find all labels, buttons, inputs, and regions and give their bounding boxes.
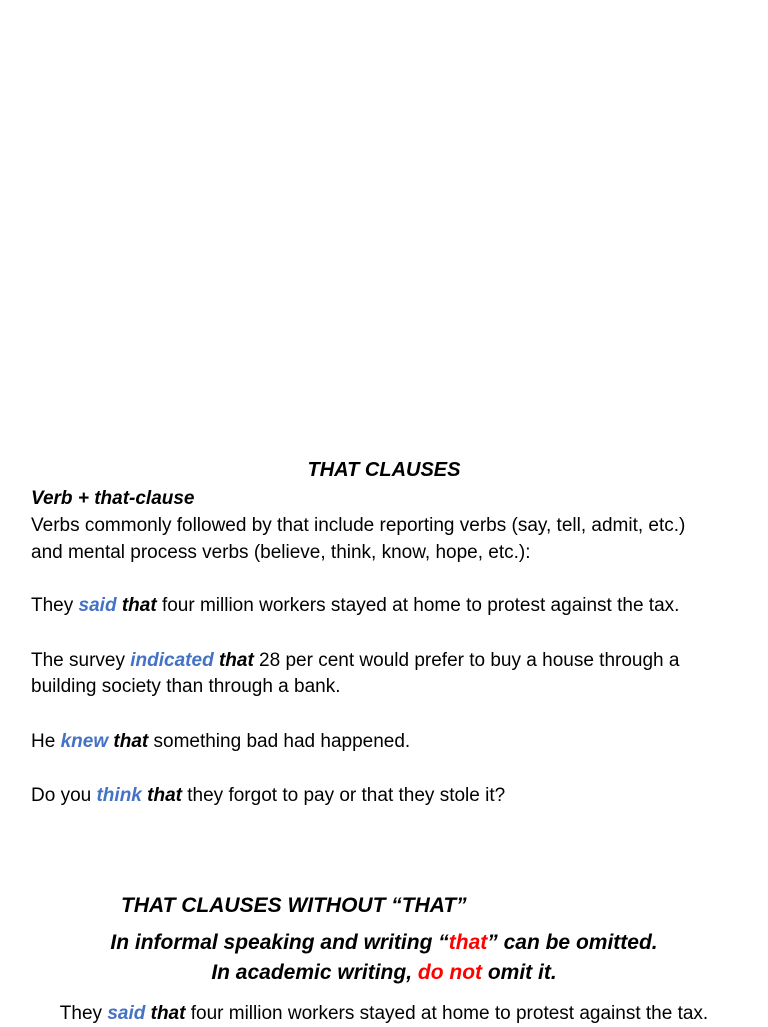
rule-highlight: do not: [417, 961, 483, 984]
rule-pre: In informal speaking and writing “: [110, 931, 449, 954]
example-post: four million workers stayed at home to protest against the tax.: [156, 595, 680, 616]
rule-informal: [0, 930, 768, 956]
example-post: they forgot to pay or that they stole it?: [181, 785, 506, 806]
rule-pre: In academic writing,: [211, 961, 418, 984]
example-sentence: [31, 648, 679, 674]
example-sentence: [31, 783, 505, 809]
page-title: THAT CLAUSES: [307, 459, 461, 481]
example-post: four million workers stayed at home to protest against the tax.: [185, 1003, 709, 1024]
example-post: something bad had happened.: [148, 731, 411, 752]
section-title: THAT CLAUSES WITHOUT “THAT”: [121, 894, 467, 917]
example-verb: knew: [60, 731, 109, 752]
example-pre: He: [31, 731, 61, 752]
rule-highlight: that: [448, 931, 488, 954]
example-sentence: [31, 593, 679, 619]
example-post: 28 per cent would prefer to buy a house through a: [253, 650, 680, 671]
example-sentence: [0, 1001, 768, 1027]
example-pre: The survey: [31, 650, 131, 671]
example-continuation: building society than through a bank.: [31, 676, 341, 697]
example-that: that: [218, 650, 254, 671]
intro-line-1: Verbs commonly followed by that include reporting verbs (say, tell, admit, etc.): [31, 515, 686, 536]
example-pre: They: [59, 1003, 108, 1024]
example-verb: said: [107, 1003, 146, 1024]
example-verb: said: [78, 595, 117, 616]
rule-academic: [0, 960, 768, 986]
subheading: Verb + that-clause: [31, 488, 195, 509]
example-verb: indicated: [130, 650, 214, 671]
example-that: that: [121, 595, 157, 616]
example-verb: think: [96, 785, 142, 806]
example-that: that: [150, 1003, 186, 1024]
intro-line-2: and mental process verbs (believe, think, know, hope, etc.):: [31, 542, 531, 563]
example-sentence: [31, 729, 410, 755]
rule-post: omit it.: [482, 961, 557, 984]
example-pre: Do you: [31, 785, 97, 806]
example-pre: They: [31, 595, 79, 616]
rule-post: ” can be omitted.: [487, 931, 658, 954]
example-that: that: [147, 785, 182, 806]
example-that: that: [113, 731, 149, 752]
